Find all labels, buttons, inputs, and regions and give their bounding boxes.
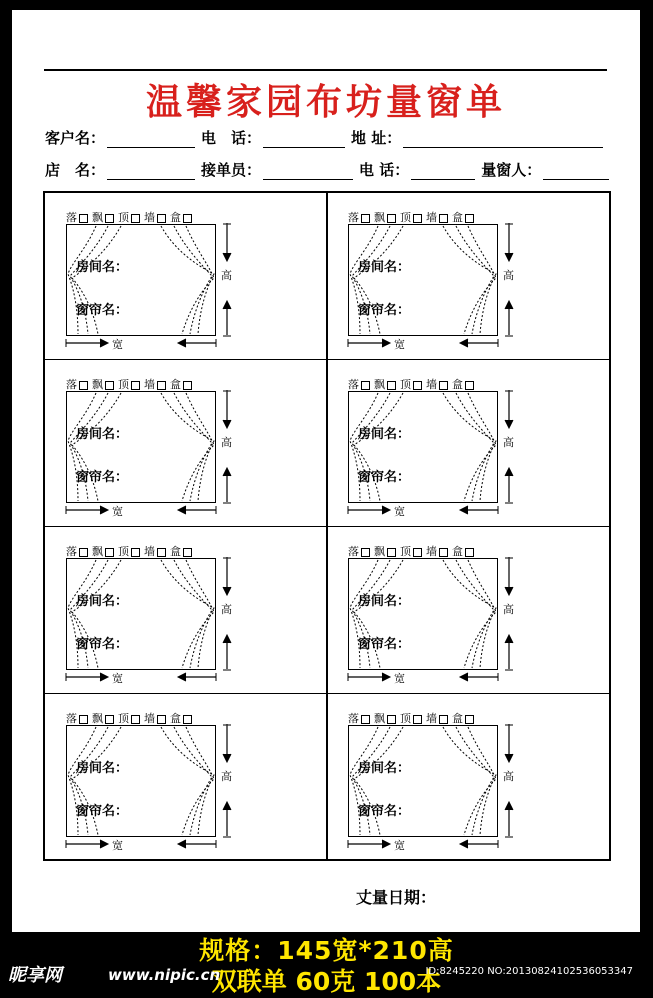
curtain-name-label[interactable]: 窗帘名： <box>358 303 411 318</box>
window-grid <box>43 191 611 861</box>
arrow-head <box>505 253 513 261</box>
install-option-checkbox[interactable]: 盒 <box>452 712 474 725</box>
arrow-head <box>505 754 513 762</box>
install-option-checkbox[interactable]: 飘 <box>374 545 396 558</box>
width-label: 宽 <box>112 672 123 685</box>
arrow-head <box>100 506 108 514</box>
install-option-checkbox[interactable]: 落 <box>348 545 370 558</box>
install-option-checkbox[interactable]: 墙 <box>426 378 448 391</box>
install-option-checkbox[interactable]: 飘 <box>92 712 114 725</box>
arrow-head <box>382 339 390 347</box>
measure-arrows <box>56 527 316 687</box>
arrow-head <box>178 673 186 681</box>
room-name-label[interactable]: 房间名： <box>76 260 129 275</box>
install-option-checkbox[interactable]: 墙 <box>426 545 448 558</box>
install-option-checkbox[interactable]: 顶 <box>118 712 140 725</box>
install-option-checkbox[interactable]: 顶 <box>400 712 422 725</box>
measure-arrows <box>56 694 316 854</box>
arrow-head <box>382 673 390 681</box>
top-rule <box>44 69 607 71</box>
sheet-title: 温馨家园布坊量窗单 <box>145 81 506 123</box>
install-option-checkbox[interactable]: 墙 <box>426 211 448 224</box>
watermark-brand: 昵享网 <box>8 965 62 986</box>
room-name-label[interactable]: 房间名： <box>358 594 411 609</box>
install-option-checkbox[interactable]: 盒 <box>170 211 192 224</box>
install-option-checkbox[interactable]: 墙 <box>144 712 166 725</box>
store-name-field[interactable]: 店 名： <box>45 159 195 180</box>
measure-arrows <box>56 360 316 520</box>
height-label: 高 <box>503 269 514 282</box>
measure-arrows <box>338 694 598 854</box>
install-option-checkbox[interactable]: 盒 <box>452 211 474 224</box>
curtain-name-label[interactable]: 窗帘名： <box>76 470 129 485</box>
install-option-checkbox[interactable]: 落 <box>66 378 88 391</box>
watermark-id: ID:8245220 NO:20130824102536053347 <box>425 966 633 977</box>
arrow-head <box>100 673 108 681</box>
arrow-head <box>460 506 468 514</box>
room-name-label[interactable]: 房间名： <box>358 761 411 776</box>
arrow-head <box>382 840 390 848</box>
arrow-head <box>505 587 513 595</box>
measurer-field[interactable]: 量窗人： <box>481 159 609 180</box>
install-option-checkbox[interactable]: 墙 <box>144 378 166 391</box>
install-option-checkbox[interactable]: 顶 <box>400 378 422 391</box>
measure-arrows <box>338 193 598 353</box>
room-name-label[interactable]: 房间名： <box>358 427 411 442</box>
install-option-checkbox[interactable]: 飘 <box>92 545 114 558</box>
store-info-row <box>45 156 607 180</box>
window-cell <box>338 360 598 520</box>
install-option-checkbox[interactable]: 飘 <box>92 378 114 391</box>
height-label: 高 <box>221 436 232 449</box>
width-label: 宽 <box>112 839 123 852</box>
measure-arrows <box>338 360 598 520</box>
install-option-checkbox[interactable]: 盒 <box>170 712 192 725</box>
width-label: 宽 <box>112 338 123 351</box>
arrow-head <box>505 635 513 643</box>
install-option-checkbox[interactable]: 飘 <box>374 378 396 391</box>
height-label: 高 <box>503 436 514 449</box>
install-option-checkbox[interactable]: 落 <box>348 378 370 391</box>
install-option-checkbox[interactable]: 顶 <box>118 378 140 391</box>
install-option-checkbox[interactable]: 落 <box>348 712 370 725</box>
arrow-head <box>223 420 231 428</box>
height-label: 高 <box>503 770 514 783</box>
arrow-head <box>223 754 231 762</box>
window-cell <box>56 360 316 520</box>
store-phone-field[interactable]: 电 话： <box>359 159 475 180</box>
curtain-name-label[interactable]: 窗帘名： <box>76 804 129 819</box>
measure-arrows <box>338 527 598 687</box>
arrow-head <box>178 339 186 347</box>
arrow-head <box>505 802 513 810</box>
install-option-checkbox[interactable]: 顶 <box>118 211 140 224</box>
address-field[interactable]: 地 址： <box>351 127 603 148</box>
arrow-head <box>382 506 390 514</box>
window-cell <box>338 527 598 687</box>
phone-field[interactable]: 电 话： <box>201 127 345 148</box>
install-option-checkbox[interactable]: 飘 <box>374 211 396 224</box>
measure-date-label[interactable]: 丈量日期： <box>356 888 437 907</box>
install-option-checkbox[interactable]: 盒 <box>170 545 192 558</box>
height-label: 高 <box>221 269 232 282</box>
install-option-checkbox[interactable]: 盒 <box>170 378 192 391</box>
customer-name-field[interactable]: 客户名： <box>45 127 195 148</box>
arrow-head <box>223 635 231 643</box>
arrow-head <box>100 840 108 848</box>
install-option-checkbox[interactable]: 顶 <box>400 545 422 558</box>
window-cell <box>56 694 316 854</box>
arrow-head <box>505 420 513 428</box>
install-option-checkbox[interactable]: 顶 <box>400 211 422 224</box>
room-name-label[interactable]: 房间名： <box>76 427 129 442</box>
width-label: 宽 <box>394 839 405 852</box>
spec-line-2: 双联单 60克 100本 <box>211 967 442 996</box>
order-sheet <box>12 10 640 932</box>
arrow-head <box>460 673 468 681</box>
install-option-checkbox[interactable]: 落 <box>66 712 88 725</box>
arrow-head <box>505 301 513 309</box>
width-label: 宽 <box>394 672 405 685</box>
install-option-checkbox[interactable]: 飘 <box>92 211 114 224</box>
install-option-checkbox[interactable]: 顶 <box>118 545 140 558</box>
height-label: 高 <box>221 770 232 783</box>
curtain-name-label[interactable]: 窗帘名： <box>358 804 411 819</box>
width-label: 宽 <box>394 505 405 518</box>
customer-info-row <box>45 124 607 148</box>
arrow-head <box>223 253 231 261</box>
install-option-checkbox[interactable]: 飘 <box>374 712 396 725</box>
arrow-head <box>223 802 231 810</box>
room-name-label[interactable]: 房间名： <box>76 761 129 776</box>
window-cell <box>56 193 316 353</box>
width-label: 宽 <box>112 505 123 518</box>
install-option-checkbox[interactable]: 墙 <box>426 712 448 725</box>
install-option-checkbox[interactable]: 落 <box>66 211 88 224</box>
room-name-label[interactable]: 房间名： <box>358 260 411 275</box>
install-option-checkbox[interactable]: 墙 <box>144 211 166 224</box>
curtain-name-label[interactable]: 窗帘名： <box>358 470 411 485</box>
window-cell <box>338 193 598 353</box>
arrow-head <box>460 339 468 347</box>
width-label: 宽 <box>394 338 405 351</box>
height-label: 高 <box>221 603 232 616</box>
curtain-name-label[interactable]: 窗帘名： <box>358 637 411 652</box>
curtain-name-label[interactable]: 窗帘名： <box>76 637 129 652</box>
height-label: 高 <box>503 603 514 616</box>
order-taker-field[interactable]: 接单员： <box>201 159 353 180</box>
watermark-url: www.nipic.cn <box>108 966 221 984</box>
room-name-label[interactable]: 房间名： <box>76 594 129 609</box>
window-cell <box>56 527 316 687</box>
spec-line-1: 规格：145宽*210高 <box>199 936 454 965</box>
arrow-head <box>100 339 108 347</box>
arrow-head <box>178 840 186 848</box>
install-option-checkbox[interactable]: 墙 <box>144 545 166 558</box>
curtain-name-label[interactable]: 窗帘名： <box>76 303 129 318</box>
arrow-head <box>223 468 231 476</box>
arrow-head <box>460 840 468 848</box>
arrow-head <box>178 506 186 514</box>
install-option-checkbox[interactable]: 盒 <box>452 545 474 558</box>
window-cell <box>338 694 598 854</box>
install-option-checkbox[interactable]: 落 <box>348 211 370 224</box>
arrow-head <box>223 587 231 595</box>
install-option-checkbox[interactable]: 盒 <box>452 378 474 391</box>
install-option-checkbox[interactable]: 落 <box>66 545 88 558</box>
measure-arrows <box>56 193 316 353</box>
arrow-head <box>505 468 513 476</box>
arrow-head <box>223 301 231 309</box>
